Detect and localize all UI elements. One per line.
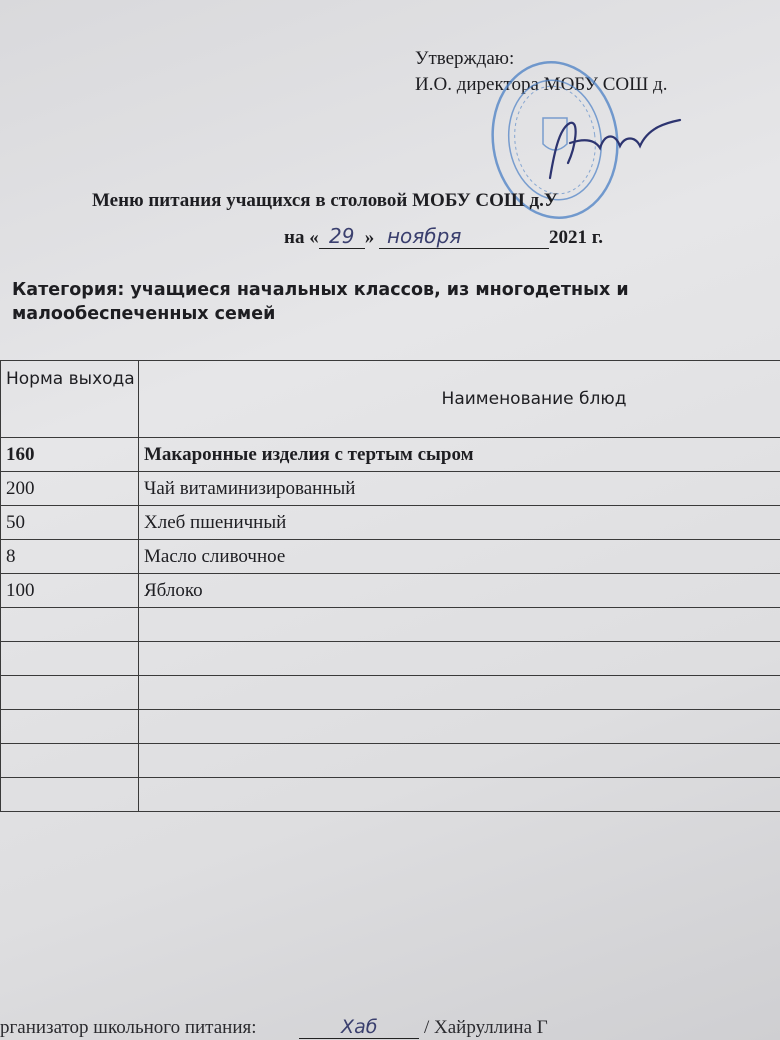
menu-date — [284, 224, 603, 249]
cell-dish-name: Чай витаминизированный — [139, 472, 780, 506]
table-row — [1, 710, 780, 744]
category-line-1: Категория: учащиеся начальных классов, из многодетных и — [12, 280, 629, 300]
table-row — [1, 472, 780, 506]
table-header-row — [1, 361, 780, 438]
table-row — [1, 574, 780, 608]
cell-norm: 8 — [1, 540, 139, 574]
table-row — [1, 438, 780, 472]
date-prefix: на « — [284, 227, 319, 248]
header-dish-name: Наименование блюд — [139, 361, 780, 438]
header-norm: Норма выхода — [1, 361, 139, 438]
footer-label: рганизатор школьного питания: — [0, 1017, 257, 1038]
cell-norm — [1, 710, 139, 744]
date-day: 29 — [319, 224, 365, 249]
category-line-2: малообеспеченных семей — [12, 304, 276, 324]
category-heading — [12, 278, 780, 326]
organizer-name: / Хайруллина Г — [424, 1017, 548, 1038]
cell-norm — [1, 642, 139, 676]
cell-norm: 160 — [1, 438, 139, 472]
table-row — [1, 676, 780, 710]
table-row — [1, 540, 780, 574]
table-row — [1, 642, 780, 676]
table-row — [1, 506, 780, 540]
organizer-signature: Хаб — [299, 1016, 419, 1039]
date-year: 2021 г. — [548, 227, 603, 248]
page-title: Меню питания учащихся в столовой МОБУ СОШ д.У — [92, 190, 558, 211]
cell-norm: 200 — [1, 472, 139, 506]
cell-dish-name: Масло сливочное — [139, 540, 780, 574]
table-row — [1, 608, 780, 642]
cell-dish-name: Яблоко — [139, 574, 780, 608]
date-mid: » — [364, 227, 375, 248]
cell-dish-name — [139, 744, 780, 778]
cell-norm — [1, 608, 139, 642]
cell-norm: 50 — [1, 506, 139, 540]
date-month: ноября — [379, 224, 549, 249]
director-signature — [530, 108, 690, 188]
table-row — [1, 744, 780, 778]
cell-norm — [1, 778, 139, 812]
cell-dish-name — [139, 676, 780, 710]
cell-dish-name — [139, 710, 780, 744]
menu-table-body — [1, 438, 780, 812]
cell-dish-name — [139, 608, 780, 642]
cell-norm: 100 — [1, 574, 139, 608]
menu-table — [0, 360, 780, 812]
cell-norm — [1, 676, 139, 710]
cell-dish-name — [139, 642, 780, 676]
cell-norm — [1, 744, 139, 778]
approval-line-1: Утверждаю: — [415, 48, 515, 69]
approval-line-2: И.О. директора МОБУ СОШ д. — [415, 74, 668, 95]
footer-signature-line — [0, 1016, 548, 1039]
cell-dish-name — [139, 778, 780, 812]
cell-dish-name: Хлеб пшеничный — [139, 506, 780, 540]
table-row — [1, 778, 780, 812]
cell-dish-name: Макаронные изделия с тертым сыром — [139, 438, 780, 472]
